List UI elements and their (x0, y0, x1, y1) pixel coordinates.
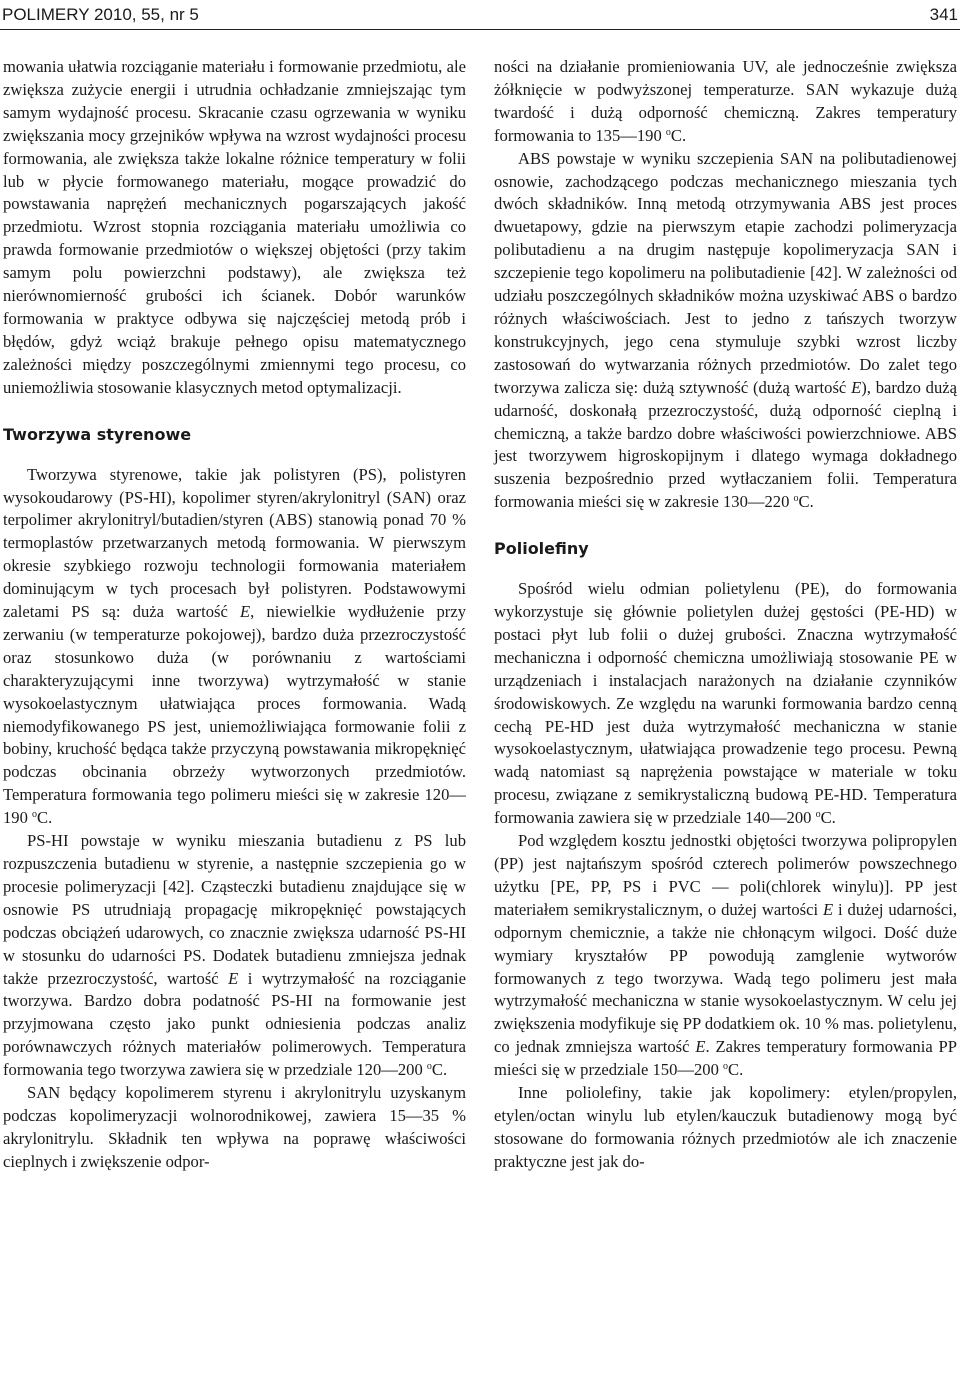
symbol-modulus: E (823, 899, 834, 919)
left-column (3, 56, 466, 1174)
text-run: Tworzywa styrenowe, takie jak polistyren (PS), polistyren wysokoudarowy (PS-HI), kopolimer styren/akrylonitryl (SAN) oraz terpolimer akrylonitryl/butadien/styren (ABS) stanowią ponad 70 % termoplastów przetwarzanych metodą formowania. W pierwszym okresie szybkiego rozwoju technologii formowania materiałem dominującym w tych procesach był polistyren. Podstawowymi zaletami PS są: duża wartość (3, 464, 466, 622)
paragraph (494, 830, 957, 1082)
unit: C. (798, 492, 814, 512)
text-run: ności na działanie promieniowania UV, ale jednocześnie zwiększa żółknięcie w podwyższonej temperaturze. SAN wykazuje dużą twardość i dużą odporność chemiczną. Zakres temperatury formowania to 135—190 (494, 57, 957, 145)
unit: C. (37, 808, 53, 828)
paragraph (3, 830, 466, 1082)
running-header (0, 0, 960, 30)
text-run: ABS powstaje w wyniku szczepienia SAN na polibutadienowej osnowie, zachodzącego podczas mechanicznego mieszania tych dwóch składników. Inną metodą otrzymywania ABS jest proces dwuetapowy, gdzie na pierwszym etapie zachodzi polimeryzacja polibutadienu a na drugim następuje kopolimeryzacja SAN i szczepienie tego kopolimeru na polibutadienie [42]. W zależności od udziału poszczególnych składników można uzyskiwać ABS o bardzo różnych właściwościach. Jest to jedno z tańszych tworzyw konstrukcyjnych, jego cena stymuluje szybki wzrost liczby zastosowań do wytwarzania różnych przedmiotów. Do zalet tego tworzywa zalicza się: dużą sztywność (dużą wartość (494, 148, 957, 397)
text-run: PS-HI powstaje w wyniku mieszania butadienu z PS lub rozpuszczenia butadienu w styrenie, a następnie szczepienia go w procesie polimeryzacji [42]. Cząsteczki butadienu znajdujące się w osnowie PS utrudniają propagację mikropęknięć powstających podczas obciążeń udarowych, co znacznie zwiększa udarność PS-HI w stosunku do udarności PS. Dodatek butadienu zmniejsza jednak także przezroczystość, wartość (3, 831, 466, 988)
paragraph: SAN będący kopolimerem styrenu i akrylonitrylu uzyskanym podczas kopolimeryzacji wolnorodnikowej, zawiera 15—35 % akrylonitrylu. Składnik ten wpływa na poprawę właściwości cieplnych i zwiększenie odpor- (3, 1083, 466, 1171)
page-number: 341 (929, 4, 958, 24)
unit: C. (728, 1060, 744, 1080)
text-run: i wytrzymałość na rozciąganie tworzywa. Bardzo dobra podatność PS-HI na formowanie jest przyjmowana często jako punkt odniesienia podczas analiz porównawczych różnych materiałów polimerowych. Temperatura formowania tego tworzywa zawiera się w przedziale 120—200 (3, 968, 466, 1080)
paragraph: mowania ułatwia rozciąganie materiału i formowanie przedmiotu, ale zwiększa zużycie energii i utrudnia ochładzanie zmniejszając tym samym wydajność procesu. Skracanie czasu ogrzewania w wyniku zwiększania mocy grzejników wpływa na wzrost wydajności procesu formowania, ale zwiększa także lokalne różnice temperatury w folii lub w płycie formowanego materiału, mogące prowadzić do powstawania naprężeń mechanicznych pogarszających jakość przedmiotu. Wzrost stopnia rozciągania materiału umożliwia co prawda formowanie przedmiotów o większej objętości (przy takim samym polu powierzchni podstawy), ale zwiększa też nierównomierność grubości ich ścianek. Dobór warunków formowania w praktyce odbywa się najczęściej metodą prób i błędów, gdyż wciąż brakuje pełnego opisu matematycznego zależności między poszczególnymi zmiennymi tego procesu, co uniemożliwia stosowanie klasycznych metod optymalizacji. (3, 57, 466, 397)
text-run: Pod względem kosztu jednostki objętości tworzywa polipropylen (PP) jest najtańszym spośród czterech polimerów powszechnego użytku [PE, PP, PS i PVC — poli(chlorek winylu)]. PP jest materiałem semikrystalicznym, o dużej wartości (494, 831, 957, 919)
journal-citation: POLIMERY 2010, 55, nr 5 (2, 4, 199, 24)
symbol-modulus: E (240, 602, 251, 622)
degree-sign: o (426, 1061, 432, 1073)
unit: C. (820, 808, 836, 828)
degree-sign: o (723, 1061, 729, 1073)
paragraph (3, 464, 466, 831)
text-run: . Zakres temperatury formowania PP mieści się w przedziale 150—200 (494, 1037, 958, 1080)
text-run: Spośród wielu odmian polietylenu (PE), do formowania wykorzystuje się głównie polietylen dużej gęstości (PE-HD) w postaci płyt lub folii o dużej grubości. Znaczna wytrzymałość mechaniczna i odporność chemiczna umożliwiają stosowanie PE w urządzeniach i instalacjach narażonych na działanie czynników środowiskowych. Ze względu na warunki formowania bardzo cenną cechą PE-HD jest duża wytrzymałość mechaniczna w stanie wysokoelastycznym, ułatwiająca prowadzenie tego procesu. Pewną wadą natomiast są naprężenia powstające w materiale w toku procesu, związane z semikrystaliczną budową PE-HD. Temperatura formowania zawiera się w przedziale 140—200 (494, 579, 957, 828)
right-column (494, 56, 957, 1174)
degree-sign: o (665, 126, 671, 138)
text-run: ), bardzo dużą udarność, doskonałą przezroczystość, dużą odporność cieplną i chemiczną, a także bardzo dobre właściwości powierzchniowe. ABS jest tworzywem higroskopijnym i dlatego wymaga dokładnego suszenia bezpośrednio przed wytłaczaniem folii. Temperatura formowania mieści się w zakresie 130—220 (494, 377, 957, 512)
degree-sign: o (32, 809, 38, 821)
unit: C. (670, 125, 687, 145)
paragraph (494, 56, 957, 148)
degree-sign: o (793, 493, 799, 505)
paragraph: Inne poliolefiny, takie jak kopolimery: etylen/propylen, etylen/octan winylu lub etylen/kauczuk butadienowy mogą być stosowane do formowania różnych przedmiotów ale ich znaczenie praktyczne jest jak do- (494, 1083, 957, 1171)
symbol-modulus: E (228, 968, 239, 988)
text-run: i dużej udarności, odpornym chemicznie, a także nie chłonącym wilgoci. Dość duże wymiary kryształów PP powodują zamglenie wytworów formowanych z tego tworzywa. Wadą tego polimeru jest mała wytrzymałość mechaniczna w stanie wysokoelastycznym. W celu jej zwiększenia modyfikuje się PP dodatkiem ok. 10 % mas. polietylenu, co jednak zmniejsza wartość (494, 899, 957, 1057)
paragraph (494, 148, 957, 515)
symbol-modulus: E (695, 1037, 706, 1057)
text-run: , niewielkie wydłużenie przy zerwaniu (w temperaturze pokojowej), bardzo duża przezroczystość oraz stosunkowo duża (w porównaniu z wartościami charakteryzującymi inne tworzywa) wytrzymałość w stanie wysokoelastycznym ułatwiająca proces formowania. Wadą niemodyfikowanego PS jest, uniemożliwiająca formowanie folii z bobiny, kruchość będąca także przyczyną powstawania mikropęknięć podczas obcinania obrzeży wytworzonych przedmiotów. Temperatura formowania tego polimeru mieści się w zakresie 120—190 (3, 602, 466, 828)
section-heading-styrenic: Tworzywa styrenowe (3, 424, 192, 444)
section-heading-polyolefins: Poliolefiny (494, 539, 589, 559)
paragraph (494, 578, 957, 830)
degree-sign: o (815, 809, 821, 821)
unit: C. (431, 1060, 448, 1080)
symbol-modulus: E (851, 377, 862, 397)
